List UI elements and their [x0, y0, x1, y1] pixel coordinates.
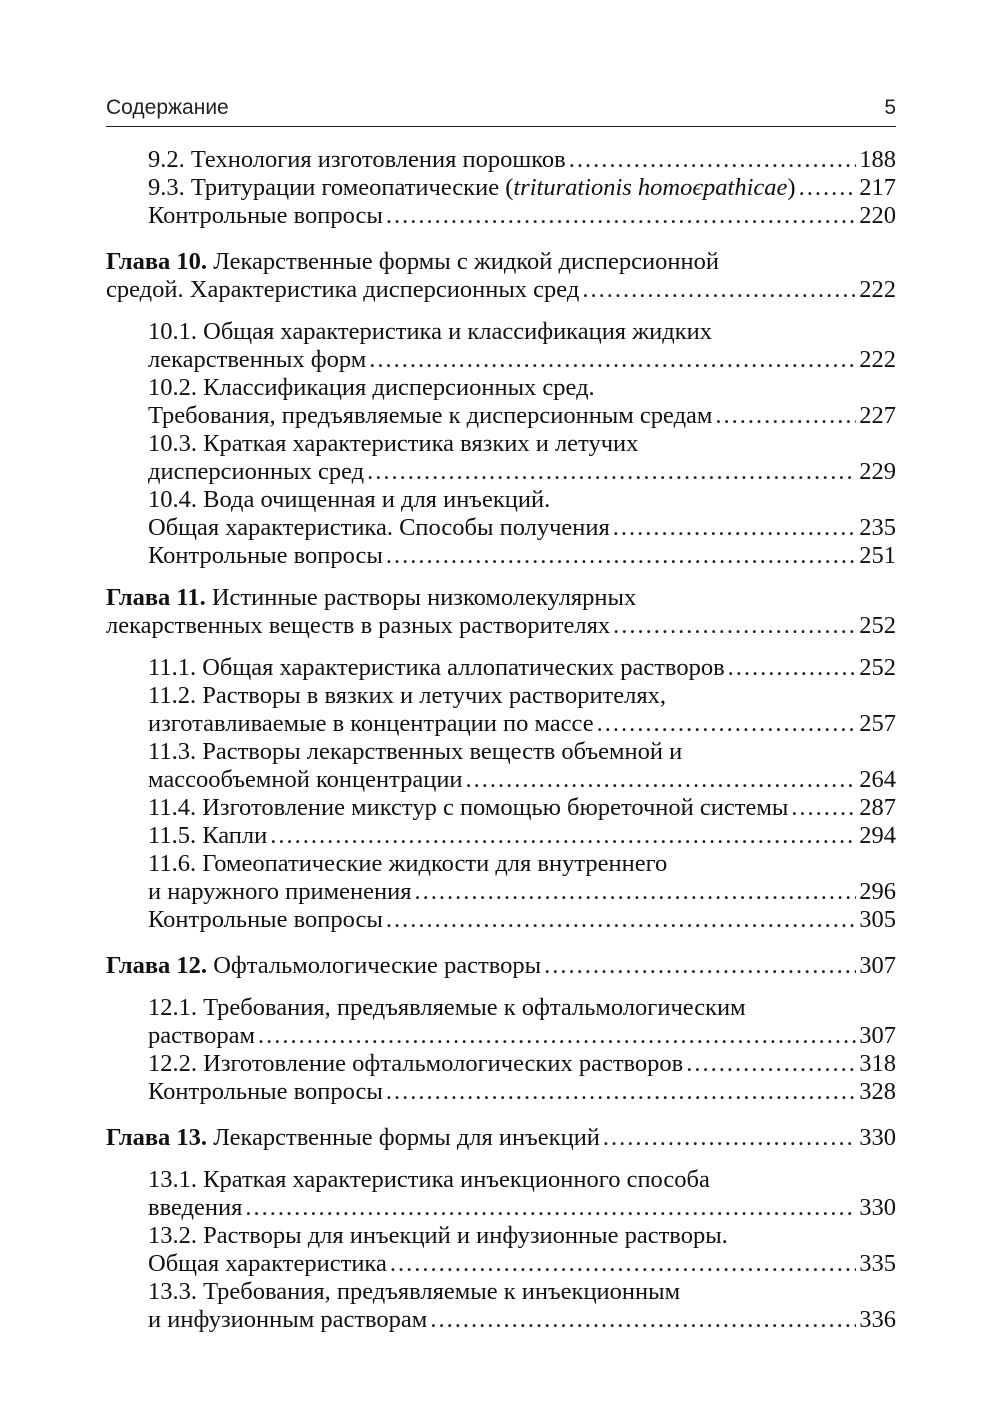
toc-entry-11-1[interactable] [106, 654, 896, 682]
toc-page-number: 227 [859, 402, 896, 429]
toc-entry-13-1[interactable] [106, 1166, 896, 1222]
toc-page-number: 217 [859, 174, 896, 201]
toc-entry-title: Контрольные вопросы [148, 542, 383, 569]
toc-page-number: 330 [859, 1124, 896, 1151]
toc-entry-title: 11.4. Изготовление микстур с помощью бюреточной системы [148, 794, 789, 821]
toc-entry-title: 11.1. Общая характеристика аллопатических растворов [148, 654, 725, 681]
toc-entry-title: 13.3. Требования, предъявляемые к инъекционным [148, 1278, 681, 1305]
chapter-label: Глава 12. [106, 952, 208, 979]
toc-page-number: 220 [859, 202, 896, 229]
toc-entry-title: Общая характеристика [148, 1250, 387, 1277]
dot-leader [466, 766, 857, 794]
chapter-title-line: Лекарственные формы для инъекций [213, 1124, 600, 1151]
toc-page-number: 318 [859, 1050, 896, 1077]
dot-leader [791, 794, 856, 822]
dot-leader [369, 346, 856, 374]
dot-leader [415, 878, 857, 906]
dot-leader [390, 1250, 856, 1278]
toc-entry-title: Контрольные вопросы [148, 202, 383, 229]
toc-page-number: 222 [859, 276, 896, 303]
toc-entry-title: растворам [148, 1022, 255, 1049]
dot-leader [613, 612, 856, 640]
dot-leader [270, 822, 856, 850]
toc-entry-control-questions-11[interactable] [106, 906, 896, 934]
page-number: 5 [884, 96, 896, 119]
toc-entry-title: 10.1. Общая характеристика и классификация жидких [148, 318, 712, 345]
toc-page-number: 330 [859, 1194, 896, 1221]
toc-page-number: 229 [859, 458, 896, 485]
dot-leader [386, 906, 856, 934]
latin-term: triturationis homoєpathicae [513, 174, 788, 201]
running-head-title: Содержание [106, 96, 229, 119]
toc-entry-title: лекарственных форм [148, 346, 367, 373]
toc-entry-13-2[interactable] [106, 1222, 896, 1278]
toc-page-number: 222 [859, 346, 896, 373]
toc-entry-13-3[interactable] [106, 1278, 896, 1334]
toc-entry-title: 10.2. Классификация дисперсионных сред. [148, 374, 595, 401]
toc-entry-12-2[interactable] [106, 1050, 896, 1078]
dot-leader [386, 202, 856, 230]
toc-entry-10-3[interactable] [106, 430, 896, 486]
dot-leader [258, 1022, 856, 1050]
dot-leader [728, 654, 857, 682]
toc-page-number: 307 [859, 1022, 896, 1049]
toc-entry-10-4[interactable] [106, 486, 896, 542]
toc-entry-title [148, 174, 796, 202]
toc-entry-title: изготавливаемые в концентрации по массе [148, 710, 594, 737]
toc-entry-11-4[interactable] [106, 794, 896, 822]
toc-entry-title-prefix: 9.3. Тритурации гомеопатические ( [148, 174, 514, 201]
toc-page-number: 335 [859, 1250, 896, 1277]
toc-entry-9-3[interactable] [106, 174, 896, 202]
toc-entry-title: 10.4. Вода очищенная и для инъекций. [148, 486, 551, 513]
dot-leader [715, 402, 856, 430]
toc-entry-title: Требования, предъявляемые к дисперсионным средам [148, 402, 713, 429]
dot-leader [603, 1124, 856, 1152]
toc-entry-title: 11.3. Растворы лекарственных веществ объемной и [148, 738, 683, 765]
toc-chapter-12[interactable] [106, 952, 896, 980]
toc-entry-11-6[interactable] [106, 850, 896, 906]
toc-entry-title: 9.2. Технология изготовления порошков [148, 146, 566, 173]
toc-entry-title: 11.2. Растворы в вязких и летучих растворителях, [148, 682, 667, 709]
toc-chapter-13[interactable] [106, 1124, 896, 1152]
toc-entry-10-2[interactable] [106, 374, 896, 430]
toc-entry-title: и наружного применения [148, 878, 412, 905]
toc-page-number: 257 [859, 710, 896, 737]
dot-leader [386, 1078, 856, 1106]
toc-entry-title: 10.3. Краткая характеристика вязких и летучих [148, 430, 639, 457]
chapter-title-line: Лекарственные формы с жидкой дисперсионной [213, 248, 719, 275]
toc-entry-title: введения [148, 1194, 243, 1221]
toc-page-number: 296 [859, 878, 896, 905]
dot-leader [245, 1194, 856, 1222]
toc-page-number: 235 [859, 514, 896, 541]
toc-page-number: 252 [859, 612, 896, 639]
toc-entry-title: 11.6. Гомеопатические жидкости для внутреннего [148, 850, 668, 877]
dot-leader [544, 952, 856, 980]
chapter-label: Глава 10. [106, 248, 208, 275]
toc-entry-title: 12.2. Изготовление офтальмологических растворов [148, 1050, 684, 1077]
toc-page-number: 287 [859, 794, 896, 821]
toc-entry-title: дисперсионных сред [148, 458, 365, 485]
chapter-title-line: Истинные растворы низкомолекулярных [211, 584, 637, 611]
toc-entry-control-questions-12[interactable] [106, 1078, 896, 1106]
dot-leader [613, 514, 856, 542]
toc-entry-title: и инфузионным растворам [148, 1306, 428, 1333]
toc-entry-11-2[interactable] [106, 682, 896, 738]
toc-entry-12-1[interactable] [106, 994, 896, 1050]
toc-entry-9-2[interactable] [106, 146, 896, 174]
toc-entry-title: 12.1. Требования, предъявляемые к офтальмологическим [148, 994, 746, 1021]
toc-chapter-11[interactable] [106, 584, 896, 640]
toc-entry-title: 13.2. Растворы для инъекций и инфузионные растворы. [148, 1222, 728, 1249]
chapter-label: Глава 11. [106, 584, 206, 611]
toc-entry-title-suffix: ) [787, 174, 796, 201]
toc-entry-control-questions-9[interactable] [106, 202, 896, 230]
chapter-title-line: лекарственных веществ в разных растворителях [106, 612, 611, 639]
toc-page-number: 251 [859, 542, 896, 569]
running-head [106, 94, 896, 127]
toc-entry-title: Контрольные вопросы [148, 906, 383, 933]
dot-leader [799, 174, 857, 202]
toc-entry-title: 11.5. Капли [148, 822, 268, 849]
toc-page-number: 188 [859, 146, 896, 173]
toc-page-number: 294 [859, 822, 896, 849]
chapter-label: Глава 13. [106, 1124, 208, 1151]
toc-page-number: 336 [859, 1306, 896, 1333]
chapter-title-line: средой. Характеристика дисперсионных сред [106, 276, 580, 303]
toc-entry-title: Общая характеристика. Способы получения [148, 514, 610, 541]
dot-leader [686, 1050, 856, 1078]
dot-leader [386, 542, 856, 570]
toc-entry-title: 13.1. Краткая характеристика инъекционного способа [148, 1166, 710, 1193]
dot-leader [367, 458, 856, 486]
dot-leader [582, 276, 856, 304]
table-of-contents [106, 146, 896, 1334]
toc-page-number: 252 [859, 654, 896, 681]
dot-leader [430, 1306, 856, 1334]
chapter-title-line: Офтальмологические растворы [213, 952, 542, 979]
toc-entry-11-5[interactable] [106, 822, 896, 850]
dot-leader [569, 146, 857, 174]
toc-entry-10-1[interactable] [106, 318, 896, 374]
toc-chapter-10[interactable] [106, 248, 896, 304]
toc-entry-control-questions-10[interactable] [106, 542, 896, 570]
toc-page-number: 305 [859, 906, 896, 933]
dot-leader [597, 710, 857, 738]
toc-entry-11-3[interactable] [106, 738, 896, 794]
toc-page-number: 307 [859, 952, 896, 979]
toc-page-number: 328 [859, 1078, 896, 1105]
toc-page-number: 264 [859, 766, 896, 793]
toc-entry-title: Контрольные вопросы [148, 1078, 383, 1105]
toc-entry-title: массообъемной концентрации [148, 766, 463, 793]
